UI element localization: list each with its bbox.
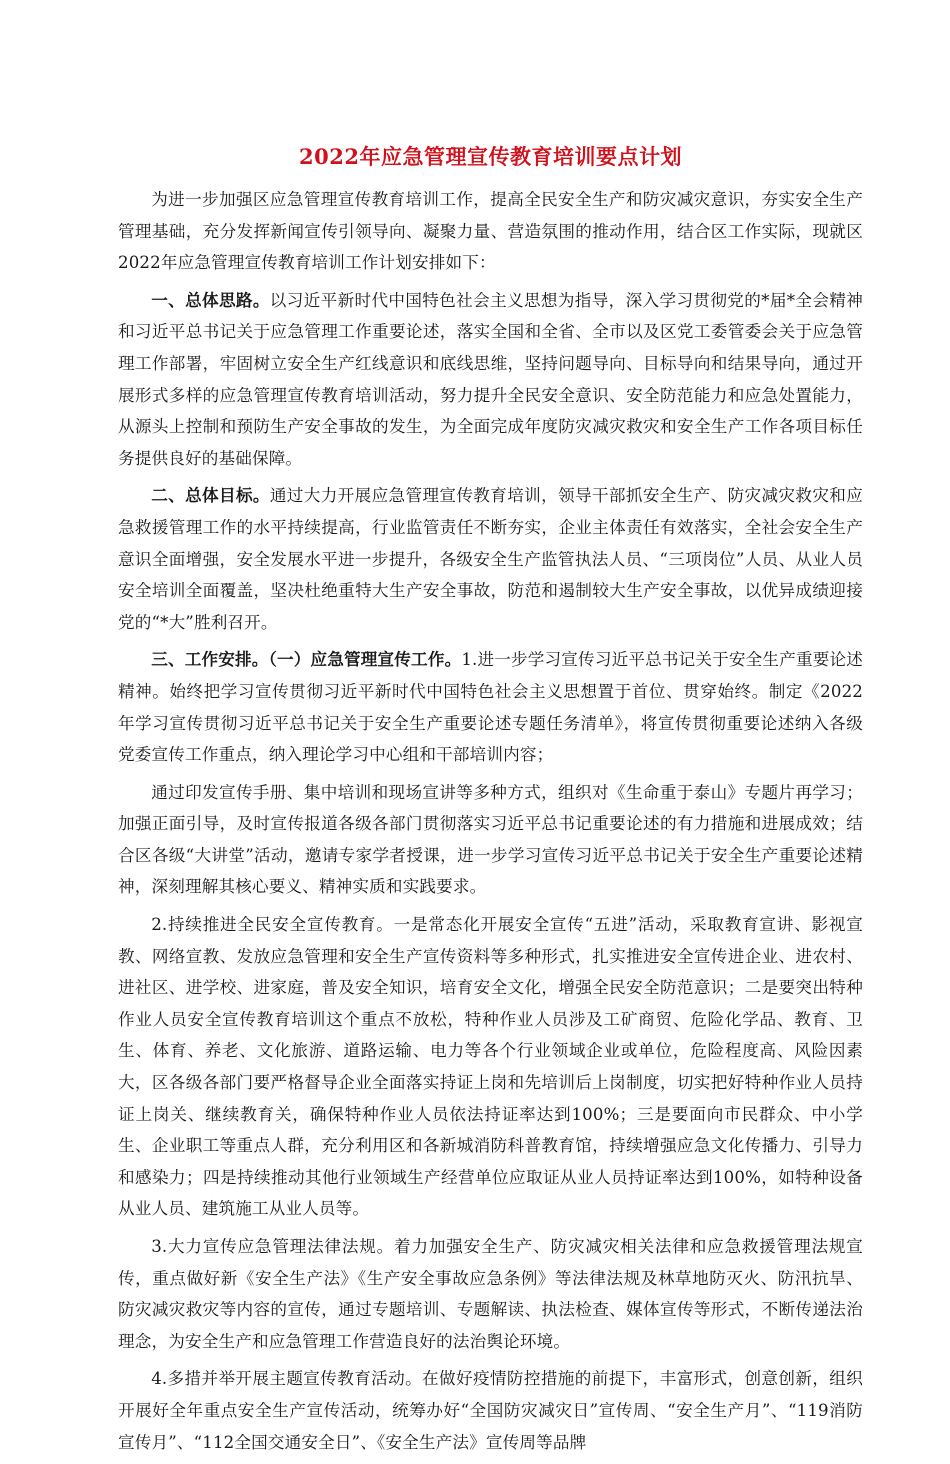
paragraph-themed-activities <box>118 1363 863 1458</box>
paragraph-lead: 三、工作安排。（一）应急管理宣传工作。 <box>151 649 462 670</box>
paragraph-lead: 一、总体思路。 <box>151 289 270 310</box>
paragraph-overall-goal <box>118 480 863 638</box>
paragraph-text: 通过大力开展应急管理宣传教育培训，领导干部抓安全生产、防灾减灾救灾和应急救援管理工作的水平持续提高，行业监管责任不断夯实，企业主体责任有效落实，全社会安全生产意识全面增强，安全发展水平进一步提升，各级安全生产监管执法人员、“三项岗位”人员、从业人员安全培训全面覆盖，坚决杜绝重特大生产安全事故，防范和遏制较大生产安全事故，以优异成绩迎接党的“*大”胜利召开。 <box>118 486 863 632</box>
paragraph-overall-approach <box>118 285 863 475</box>
document-page <box>118 140 863 1464</box>
paragraph-text: 为进一步加强区应急管理宣传教育培训工作，提高全民安全生产和防灾减灾意识，夯实安全生产管理基础，充分发挥新闻宣传引领导向、凝聚力量、营造氛围的推动作用，结合区工作实际，现就区2022年应急管理宣传教育培训工作计划安排如下： <box>118 190 863 273</box>
paragraph-text: 4.多措并举开展主题宣传教育活动。在做好疫情防控措施的前提下，丰富形式，创意创新，组织开展好全年重点安全生产宣传活动，统筹办好“全国防灾减灾日”宣传周、“安全生产月”、“119消防宣传月”、“112全国交通安全日”、《安全生产法》宣传周等品牌 <box>118 1369 863 1452</box>
paragraph-text: 1.进一步学习宣传习近平总书记关于安全生产重要论述精神。始终把学习宣传贯彻习近平新时代中国特色社会主义思想置于首位、贯穿始终。制定《2022年学习宣传贯彻习近平总书记关于安全生产重要论述专题任务清单》，将宣传贯彻重要论述纳入各级党委宣传工作重点，纳入理论学习中心组和干部培训内容； <box>118 650 863 765</box>
paragraph-work-arrangement <box>118 644 863 770</box>
paragraph-laws-publicity <box>118 1231 863 1357</box>
paragraph-study-methods <box>118 777 863 903</box>
paragraph-safety-education <box>118 909 863 1225</box>
paragraph-text: 通过印发宣传手册、集中培训和现场宣讲等多种方式，组织对《生命重于泰山》专题片再学习；加强正面引导，及时宣传报道各级各部门贯彻落实习近平总书记重要论述的有力措施和进展成效；结合区各级“大讲堂”活动，邀请专家学者授课，进一步学习宣传习近平总书记关于安全生产重要论述精神，深刻理解其核心要义、精神实质和实践要求。 <box>118 782 863 897</box>
document-title: 2022年应急管理宣传教育培训要点计划 <box>299 144 682 169</box>
paragraph-text: 以习近平新时代中国特色社会主义思想为指导，深入学习贯彻党的*届*全会精神和习近平总书记关于应急管理工作重要论述，落实全国和全省、全市以及区党工委管委会关于应急管理工作部署，牢固树立安全生产红线意识和底线思维，坚持问题导向、目标导向和结果导向，通过开展形式多样的应急管理宣传教育培训活动，努力提升全民安全意识、安全防范能力和应急处置能力，从源头上控制和预防生产安全事故的发生，为全面完成年度防灾减灾救灾和安全生产工作各项目标任务提供良好的基础保障。 <box>118 290 863 468</box>
paragraph-intro <box>118 184 863 279</box>
paragraph-text: 2.持续推进全民安全宣传教育。一是常态化开展安全宣传“五进”活动，采取教育宣讲、影视宣教、网络宣教、发放应急管理和安全生产宣传资料等多种形式，扎实推进安全宣传进企业、进农村、进社区、进学校、进家庭，普及安全知识，培育安全文化，增强全民安全防范意识；二是要突出特种作业人员安全宣传教育培训这个重点不放松，特种作业人员涉及工矿商贸、危险化学品、教育、卫生、体育、养老、文化旅游、道路运输、电力等各个行业领域企业或单位，危险程度高、风险因素大，区各级各部门要严格督导企业全面落实持证上岗和先培训后上岗制度，切实把好特种作业人员持证上岗关、继续教育关，确保特种作业人员依法持证率达到100%；三是要面向市民群众、中小学生、企业职工等重点人群，充分利用区和各新城消防科普教育馆，持续增强应急文化传播力、引导力和感染力；四是持续推动其他行业领域生产经营单位应取证从业人员持证率达到100%，如特种设备从业人员、建筑施工从业人员等。 <box>118 915 863 1219</box>
paragraph-text: 3.大力宣传应急管理法律法规。着力加强安全生产、防灾减灾相关法律和应急救援管理法规宣传，重点做好新《安全生产法》《生产安全事故应急条例》等法律法规及林草地防灭火、防汛抗旱、防灾减灾救灾等内容的宣传，通过专题培训、专题解读、执法检查、媒体宣传等形式，不断传递法治理念，为安全生产和应急管理工作营造良好的法治舆论环境。 <box>118 1237 863 1351</box>
paragraph-lead: 二、总体目标。 <box>151 485 270 506</box>
